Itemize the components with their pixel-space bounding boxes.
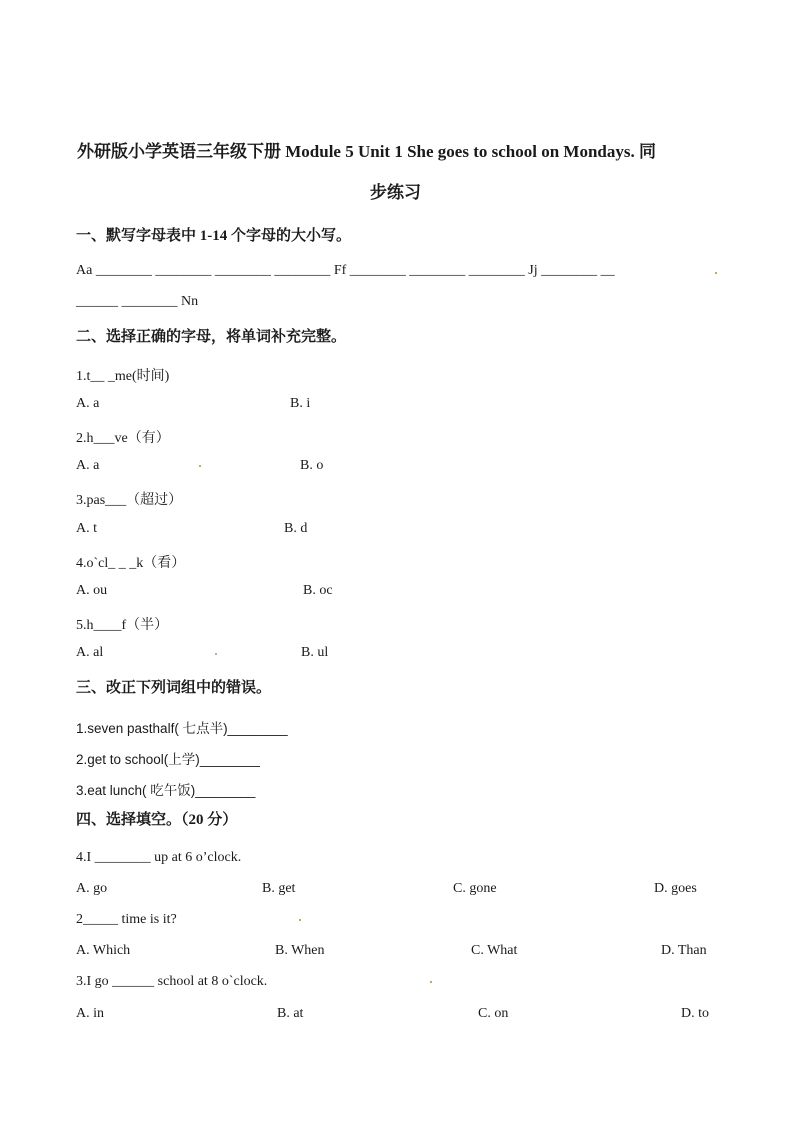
- s4-question-2: 2_____ time is it?: [76, 912, 177, 927]
- s2-q2-option-b: B. o: [300, 458, 324, 473]
- s2-q1-option-b: B. i: [290, 396, 311, 411]
- s2-q2-option-a: A. a: [76, 458, 100, 473]
- section2-heading: 二、选择正确的字母，将单词补充完整。: [76, 329, 347, 345]
- s4-q3-option-a: A. in: [76, 1006, 104, 1021]
- s2-q1-option-a: A. a: [76, 396, 100, 411]
- s3-item-2: 2.get to school(上学)________: [76, 752, 260, 767]
- stray-mark: [430, 981, 432, 983]
- s4-q1-option-c: C. gone: [453, 881, 497, 896]
- stray-mark: [715, 272, 717, 274]
- stray-mark: [199, 465, 201, 467]
- s4-q2-option-c: C. What: [471, 943, 518, 958]
- s4-q2-option-a: A. Which: [76, 943, 131, 958]
- s2-question-2: 2.h___ve（有）: [76, 431, 170, 446]
- s4-q1-option-a: A. go: [76, 881, 108, 896]
- s2-question-5: 5.h____f（半）: [76, 618, 169, 633]
- s3-item-1: 1.seven pasthalf( 七点半)________: [76, 721, 288, 736]
- s4-q3-option-b: B. at: [277, 1006, 304, 1021]
- section1-heading: 一、默写字母表中 1-14 个字母的大小写。: [76, 228, 351, 244]
- s2-q4-option-b: B. oc: [303, 583, 333, 598]
- s3-item-3: 3.eat lunch( 吃午饭)________: [76, 783, 256, 798]
- s4-q3-option-c: C. on: [478, 1006, 509, 1021]
- s4-question-1: 4.I ________ up at 6 o’clock.: [76, 850, 242, 865]
- alphabet-row-2: ______ ________ Nn: [76, 294, 199, 309]
- stray-mark: [299, 919, 301, 921]
- s2-q5-option-b: B. ul: [301, 645, 329, 660]
- s4-q3-option-d: D. to: [681, 1006, 709, 1021]
- stray-mark: [215, 653, 217, 655]
- s2-question-4: 4.o`cl_ _ _k（看）: [76, 556, 186, 571]
- s2-q3-option-a: A. t: [76, 521, 97, 536]
- section4-heading: 四、选择填空。（20 分）: [76, 812, 238, 828]
- s4-q2-option-d: D. Than: [661, 943, 707, 958]
- s2-q3-option-b: B. d: [284, 521, 308, 536]
- page-title-line1: 外研版小学英语三年级下册 Module 5 Unit 1 She goes to school on Mondays. 同: [77, 142, 656, 161]
- s4-question-3: 3.I go ______ school at 8 o`clock.: [76, 974, 268, 989]
- s2-q5-option-a: A. al: [76, 645, 104, 660]
- s4-q1-option-d: D. goes: [654, 881, 697, 896]
- s4-q2-option-b: B. When: [275, 943, 325, 958]
- alphabet-row-1: Aa ________ ________ ________ ________ Ff ________ ________ ________ Jj ________ __: [76, 263, 615, 278]
- s2-q4-option-a: A. ou: [76, 583, 108, 598]
- section3-heading: 三、改正下列词组中的错误。: [76, 680, 272, 696]
- s2-question-1: 1.t__ _me(时间): [76, 369, 170, 384]
- s2-question-3: 3.pas___（超过）: [76, 493, 183, 508]
- page-title-line2: 步练习: [370, 183, 421, 202]
- s4-q1-option-b: B. get: [262, 881, 296, 896]
